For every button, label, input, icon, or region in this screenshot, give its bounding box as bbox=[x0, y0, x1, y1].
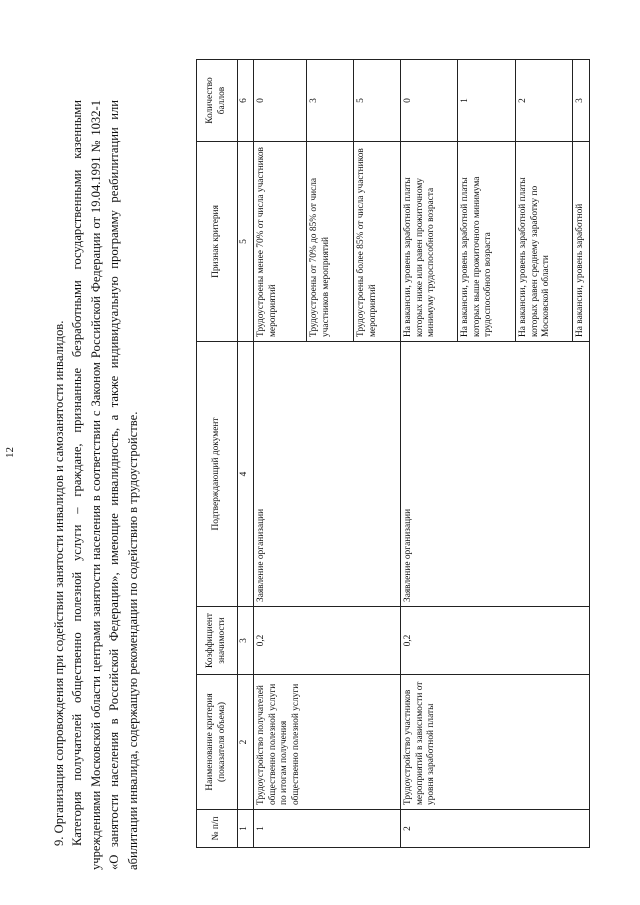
criterion-sign: На вакансии, уровень заработной bbox=[573, 142, 590, 342]
table-row bbox=[254, 60, 307, 848]
confirming-document: Заявление организации bbox=[401, 342, 590, 607]
score: 3 bbox=[573, 60, 590, 142]
criterion-name: Трудоустройство получателей общественно полезной услуги по итогам получения общественно полезной услуги bbox=[254, 675, 401, 810]
column-number: 6 bbox=[238, 60, 254, 142]
column-number: 4 bbox=[238, 342, 254, 607]
criterion-sign: Трудоустроены менее 70% от числа участников мероприятий bbox=[254, 142, 307, 342]
table-header-row bbox=[197, 60, 238, 848]
score: 5 bbox=[354, 60, 401, 142]
row-number: 2 bbox=[401, 810, 590, 848]
intro-text bbox=[50, 100, 142, 870]
criterion-sign: На вакансии, уровень заработной платы которых ниже или равен прожиточному минимуму трудоспособного возраста bbox=[401, 142, 458, 342]
criterion-sign: Трудоустроены от 70% до 85% от числа участников мероприятий bbox=[307, 142, 354, 342]
section-title: 9. Организация сопровождения при содействии занятости инвалидов и самозанятости инвалидов. bbox=[52, 320, 66, 846]
header-document: Подтверждающий документ bbox=[197, 342, 238, 607]
score: 2 bbox=[516, 60, 573, 142]
criteria-table bbox=[196, 59, 590, 848]
score: 0 bbox=[254, 60, 307, 142]
score: 0 bbox=[401, 60, 458, 142]
confirming-document: Заявление организации bbox=[254, 342, 401, 607]
column-number: 1 bbox=[238, 810, 254, 848]
category-paragraph: Категория получателей общественно полезной услуги – граждане, признанные безработными государственными казенными учреждениями Московской области центрами занятости населения в соответствии с Законом Российской Федерации от 19.04.1991 № 1032-1 «О занятости населения в Российской Федерации», имеющие инвалидность, а также индивидуальную программу реабилитации или абилитации инвалида, содержащую рекомендации по содействию в трудоустройстве. bbox=[70, 100, 140, 870]
column-number: 3 bbox=[238, 607, 254, 675]
row-number: 1 bbox=[254, 810, 401, 848]
score: 3 bbox=[307, 60, 354, 142]
header-score: Количество баллов bbox=[197, 60, 238, 142]
criterion-sign: На вакансии, уровень заработной платы которых выше прожиточного минимума трудоспособного возраста bbox=[458, 142, 516, 342]
table-row bbox=[401, 60, 458, 848]
score: 1 bbox=[458, 60, 516, 142]
coefficient: 0,2 bbox=[254, 607, 401, 675]
header-sign: Признак критерия bbox=[197, 142, 238, 342]
criterion-name: Трудоустройство участников мероприятий в зависимости от уровня заработной платы bbox=[401, 675, 590, 810]
criterion-sign: На вакансии, уровень заработной платы которых равен среднему заработку по Московской области bbox=[516, 142, 573, 342]
page-number: 12 bbox=[4, 447, 16, 458]
header-criterion: Наименование критерия (показателя объема) bbox=[197, 675, 238, 810]
criterion-sign: Трудоустроены более 85% от числа участников мероприятий bbox=[354, 142, 401, 342]
header-num: № п/п bbox=[197, 810, 238, 848]
column-number: 2 bbox=[238, 675, 254, 810]
header-coefficient: Коэффициент значимости bbox=[197, 607, 238, 675]
coefficient: 0,2 bbox=[401, 607, 590, 675]
column-numbers-row bbox=[238, 60, 254, 848]
column-number: 5 bbox=[238, 142, 254, 342]
